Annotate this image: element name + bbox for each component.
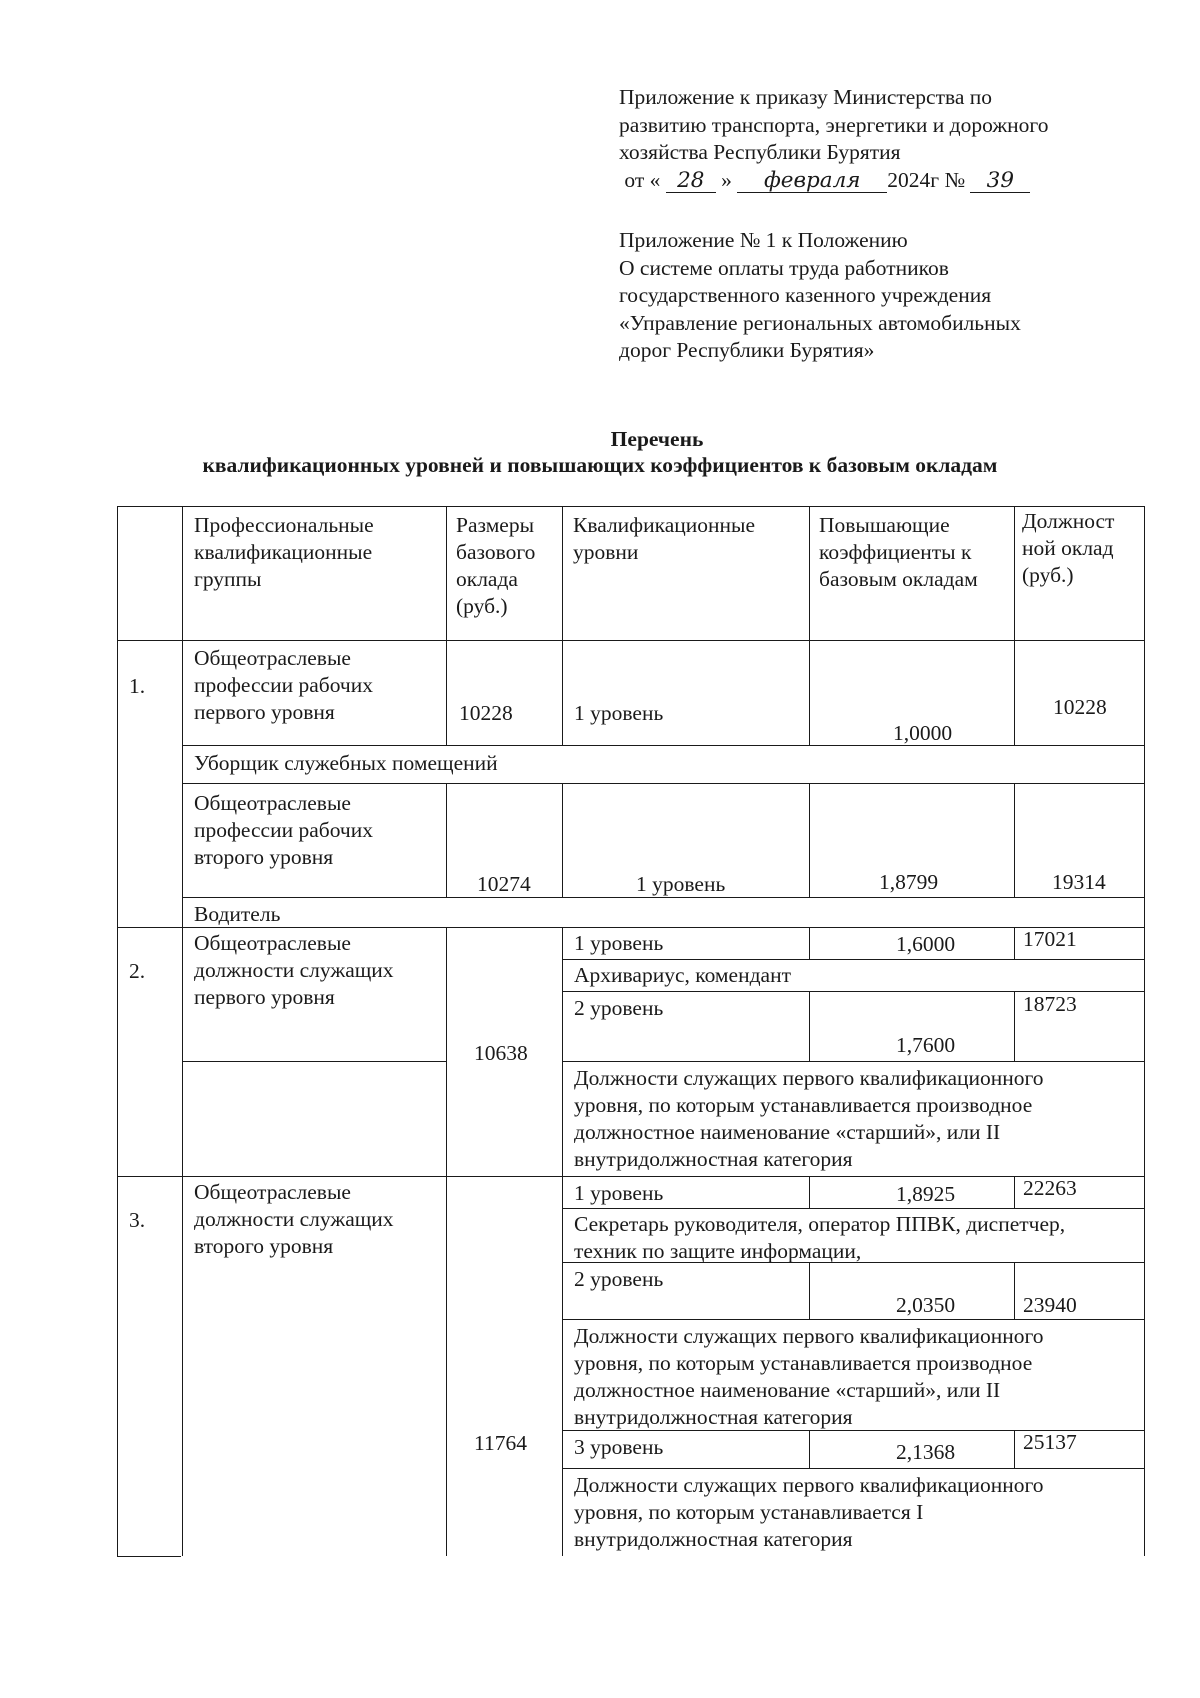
positions-line: должностное наименование «старший», или II	[574, 1378, 1001, 1402]
regulation-line: «Управление региональных автомобильных	[619, 310, 1021, 335]
positions-line: внутридолжностная категория	[574, 1405, 853, 1429]
grid-line	[809, 927, 810, 959]
group-name	[194, 645, 373, 726]
header-levels	[573, 512, 755, 566]
base-salary: 11764	[474, 1431, 527, 1455]
header-salary	[1022, 508, 1114, 589]
grid-line	[562, 1061, 1144, 1062]
group-name-line: Общеотраслевые	[194, 1180, 351, 1204]
grid-line	[182, 745, 1144, 746]
group-name-line: профессии рабочих	[194, 673, 373, 697]
header-line: Должност	[1022, 509, 1115, 533]
grid-line	[117, 506, 1144, 507]
header-line: коэффициенты к	[819, 540, 972, 564]
positions-list	[574, 1472, 1044, 1553]
qualification-level: 3 уровень	[574, 1435, 664, 1459]
grid-line	[117, 1176, 1144, 1177]
section-number: 2.	[129, 959, 146, 983]
group-name-line: первого уровня	[194, 700, 335, 724]
regulation-header	[619, 227, 1139, 365]
header-line: оклада	[456, 567, 518, 591]
appendix-line: Приложение к приказу Министерства по	[619, 85, 993, 109]
grid-line	[446, 927, 447, 1556]
header-line: базовым окладам	[819, 567, 978, 591]
base-salary: 10228	[459, 701, 513, 725]
header-line: (руб.)	[1022, 563, 1074, 587]
regulation-line: О системе оплаты труда работников	[619, 255, 949, 280]
position-salary: 19314	[1052, 870, 1106, 894]
grid-line	[1014, 1262, 1015, 1319]
grid-line	[1014, 991, 1015, 1061]
coefficient: 1,8799	[879, 870, 939, 894]
positions-list	[574, 1323, 1044, 1431]
grid-line	[809, 1430, 810, 1468]
grid-line	[562, 959, 1144, 960]
grid-line	[446, 783, 447, 897]
regulation-line: государственного казенного учреждения	[619, 283, 992, 307]
positions-line: уровня, по которым устанавливается I	[574, 1500, 924, 1524]
grid-line	[1014, 1176, 1015, 1208]
group-name-line: Общеотраслевые	[194, 646, 351, 670]
order-date-line	[619, 167, 1139, 195]
qualification-level: 2 уровень	[574, 1267, 664, 1291]
qualification-level: 1 уровень	[574, 1181, 664, 1205]
position-salary: 22263	[1023, 1176, 1077, 1200]
qualification-level: 1 уровень	[574, 701, 664, 725]
positions-line: внутридолжностная категория	[574, 1527, 853, 1551]
qualification-level: 1 уровень	[574, 931, 664, 955]
coefficient: 1,6000	[896, 932, 956, 956]
date-month-handwritten: февраля	[737, 170, 887, 193]
grid-line	[562, 927, 563, 1556]
grid-line	[1014, 1430, 1015, 1468]
grid-line	[562, 1208, 1144, 1209]
positions-line: уровня, по которым устанавливается производное	[574, 1351, 1033, 1375]
header-line: Квалификационные	[573, 513, 756, 537]
positions-line: внутридолжностная категория	[574, 1147, 853, 1171]
grid-line	[562, 1468, 1144, 1469]
coefficient: 2,0350	[896, 1293, 956, 1317]
group-name-line: Общеотраслевые	[194, 931, 351, 955]
header-line: (руб.)	[456, 594, 508, 618]
grid-line	[117, 1556, 181, 1557]
grid-line	[562, 1319, 1144, 1320]
coefficient: 1,8925	[896, 1182, 956, 1206]
positions-line: Должности служащих первого квалификационного	[574, 1324, 1044, 1348]
date-day-handwritten: 28	[666, 170, 716, 193]
position-salary: 17021	[1023, 927, 1077, 951]
group-name-line: второго уровня	[194, 845, 334, 869]
position-salary: 18723	[1023, 992, 1077, 1016]
position-salary: 23940	[1023, 1293, 1077, 1317]
coefficient: 1,0000	[893, 721, 953, 745]
qualification-level: 2 уровень	[574, 996, 664, 1020]
section-number: 3.	[129, 1208, 146, 1232]
positions-line: Секретарь руководителя, оператор ППВК, диспетчер,	[574, 1212, 1066, 1236]
section-number: 1.	[129, 674, 146, 698]
grid-line	[809, 783, 810, 897]
positions-line: уровня, по которым устанавливается производное	[574, 1093, 1033, 1117]
grid-line	[182, 783, 1144, 784]
group-name	[194, 930, 394, 1011]
regulation-line: дорог Республики Бурятия»	[619, 338, 875, 362]
appendix-header	[619, 84, 1139, 194]
header-line: Размеры	[456, 513, 535, 537]
position-salary: 25137	[1023, 1430, 1077, 1454]
grid-line	[446, 506, 447, 745]
group-name-line: профессии рабочих	[194, 818, 373, 842]
grid-line	[809, 1262, 810, 1319]
positions-line: должностное наименование «старший», или II	[574, 1120, 1001, 1144]
coefficient: 1,7600	[896, 1033, 956, 1057]
grid-line	[1144, 506, 1145, 1556]
header-line: базового	[456, 540, 536, 564]
document-subtitle: квалификационных уровней и повышающих коэффициентов к базовым окладам	[202, 453, 998, 477]
positions-list	[574, 1065, 1044, 1173]
grid-line	[1014, 927, 1015, 959]
coefficient: 2,1368	[896, 1440, 956, 1464]
group-name	[194, 790, 373, 871]
header-line: ной оклад	[1022, 536, 1114, 560]
header-line: Профессиональные	[194, 513, 374, 537]
document-title: Перечень	[610, 427, 704, 451]
header-coefficients	[819, 512, 978, 593]
group-name-line: должности служащих	[194, 958, 394, 982]
group-name	[194, 1179, 394, 1260]
positions-list: Архивариус, комендант	[574, 963, 791, 987]
group-name-line: второго уровня	[194, 1234, 334, 1258]
grid-line	[809, 991, 810, 1061]
header-line: группы	[194, 567, 262, 591]
grid-line	[809, 506, 810, 745]
grid-line	[562, 783, 563, 897]
positions-line: Должности служащих первого квалификационного	[574, 1473, 1044, 1497]
header-base-salary	[456, 512, 535, 620]
grid-line	[182, 506, 183, 1556]
appendix-line: хозяйства Республики Бурятия	[619, 140, 901, 164]
regulation-line: Приложение № 1 к Положению	[619, 228, 908, 252]
base-salary: 10638	[474, 1041, 528, 1065]
positions-list	[574, 1211, 1065, 1265]
date-year: 2024г №	[887, 167, 965, 192]
positions-list: Водитель	[194, 902, 281, 926]
grid-line	[117, 506, 118, 1556]
grid-line	[1014, 783, 1015, 897]
grid-line	[117, 640, 1144, 641]
group-name-line: первого уровня	[194, 985, 335, 1009]
order-number-handwritten: 39	[970, 170, 1030, 193]
header-line: Повышающие	[819, 513, 950, 537]
base-salary: 10274	[477, 872, 531, 896]
grid-line	[1014, 506, 1015, 745]
header-line: уровни	[573, 540, 639, 564]
header-groups	[194, 512, 374, 593]
grid-line	[182, 1061, 446, 1062]
date-prefix: от «	[624, 167, 661, 192]
grid-line	[562, 506, 563, 745]
header-line: квалификационные	[194, 540, 373, 564]
position-salary: 10228	[1053, 695, 1107, 719]
positions-line: техник по защите информации,	[574, 1239, 862, 1263]
group-name-line: Общеотраслевые	[194, 791, 351, 815]
group-name-line: должности служащих	[194, 1207, 394, 1231]
appendix-line: развитию транспорта, энергетики и дорожного	[619, 112, 1049, 137]
positions-list: Уборщик служебных помещений	[194, 751, 498, 775]
grid-line	[809, 1176, 810, 1208]
positions-line: Должности служащих первого квалификационного	[574, 1066, 1044, 1090]
date-mid: »	[721, 167, 732, 192]
qualification-level: 1 уровень	[636, 872, 726, 896]
